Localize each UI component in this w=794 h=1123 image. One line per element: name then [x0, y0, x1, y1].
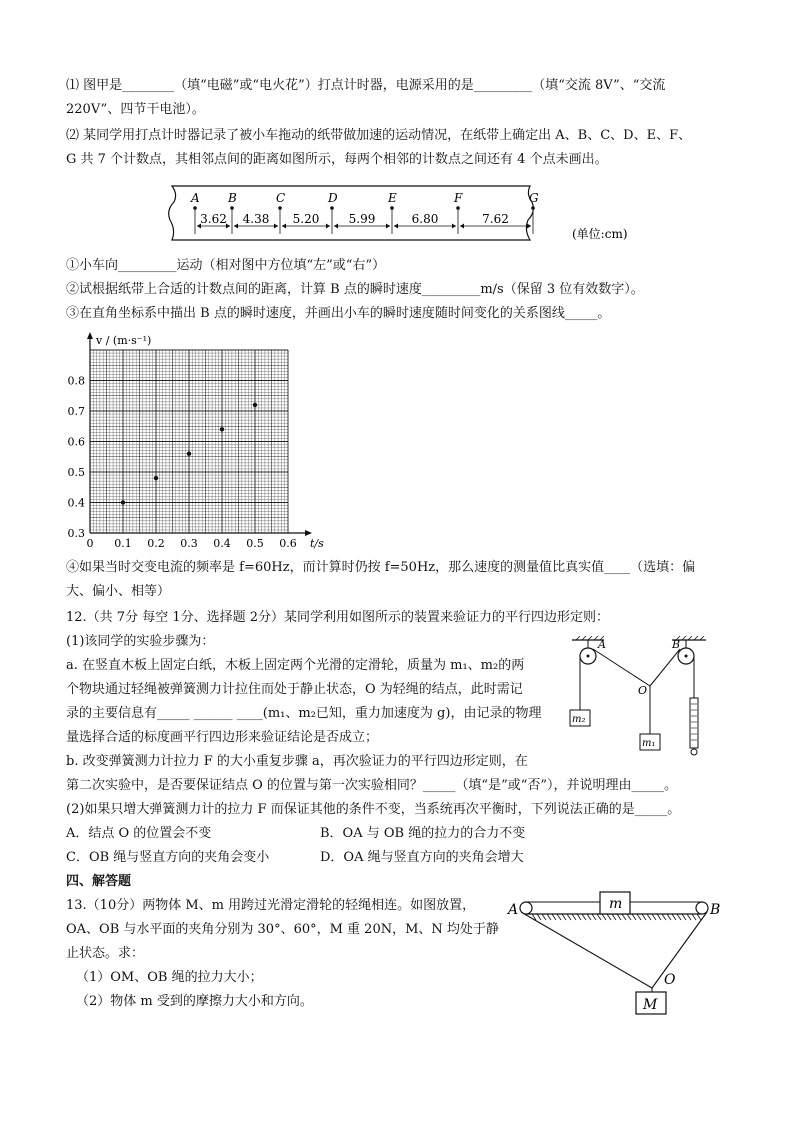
- q12-option-a: A．结点 O 的位置会不变: [66, 826, 212, 841]
- q13-line3: 止状态。求：: [66, 946, 145, 961]
- q12-sub1: (1)该同学的实验步骤为：: [66, 634, 215, 649]
- hatch-mark: [572, 914, 576, 920]
- section-4-heading: 四、解答题: [66, 874, 132, 889]
- hatch-mark: [587, 914, 591, 920]
- tape-point-label: B: [228, 191, 237, 205]
- x-axis-label: t/s: [310, 537, 324, 550]
- hatch-mark: [542, 914, 546, 920]
- data-point: [187, 452, 191, 456]
- hatch-mark: [592, 914, 596, 920]
- tape-arrow: [394, 224, 398, 229]
- velocity-time-chart: [60, 330, 330, 555]
- y-tick-label: 0.7: [67, 405, 85, 418]
- mass-m1-label: m₁: [642, 738, 656, 749]
- y-axis-label: v / (m·s⁻¹): [96, 334, 152, 347]
- tape-point-label: A: [191, 191, 200, 205]
- y-tick-label: 0.6: [67, 435, 85, 449]
- label-b: B: [710, 902, 721, 918]
- tape-point-label: E: [388, 191, 397, 205]
- paper-tape-diagram: [160, 182, 640, 248]
- q11-step4: ④如果当时交变电流的频率是 f=60Hz，而计算时仍按 f=50Hz，那么速度的测量值比真实值____（选填：偏: [66, 560, 696, 575]
- triangle-pulley-figure: [506, 886, 732, 1018]
- tape-distance-label: 6.80: [411, 212, 439, 226]
- tape-arrow: [282, 224, 286, 229]
- hatch-mark: [637, 914, 641, 920]
- x-tick-label: 0.5: [246, 537, 264, 550]
- q11-part1-cont: 220V”、四节干电池）。: [66, 102, 205, 117]
- q11-part2-cont: G 共 7 个计数点，其相邻点间的距离如图所示，每两个相邻的计数点之间还有 4 个点未画出。: [66, 152, 608, 167]
- tape-point-label: D: [328, 191, 338, 205]
- x-tick-label: 0: [86, 537, 94, 550]
- q12-option-b: B．OA 与 OB 绳的拉力的合力不变: [320, 826, 526, 841]
- tape-points: [190, 191, 539, 210]
- hatch-mark: [627, 914, 631, 920]
- data-point: [253, 403, 257, 407]
- q11-part1: ⑴ 图甲是________（填“电磁”或“电火花”）打点计时器，电源采用的是_________（填“交流 8V”、“交流: [66, 78, 666, 93]
- label-o: O: [664, 972, 676, 988]
- tape-arrow: [527, 224, 531, 229]
- x-tick-label: 0.4: [213, 537, 231, 550]
- tape-unit: (单位:cm): [572, 227, 628, 241]
- x-tick-label: 0.3: [180, 537, 198, 550]
- hatch-mark: [622, 914, 626, 920]
- q12-step-a3: 录的主要信息有_____ ______ ____(m₁、m₂已知，重力加速度为 g)，由记录的物理: [66, 706, 542, 721]
- tape-distance-label: 5.20: [292, 212, 320, 226]
- hatch-mark: [632, 914, 636, 920]
- tape-point-label: C: [276, 191, 286, 205]
- q12-step-a4: 量选择合适的标度画平行四边形来验证结论是否成立；: [66, 730, 379, 745]
- mass-m2-label: m₂: [572, 714, 586, 725]
- tape-distance-label: 5.99: [348, 212, 376, 226]
- hatch-mark: [612, 914, 616, 920]
- hatch-mark: [562, 914, 566, 920]
- hatch-mark: [672, 914, 676, 920]
- q12-step-a2: 个物块通过轻绳被弹簧测力计拉住而处于静止状态，O 为轻绳的结点，此时需记: [66, 682, 523, 697]
- x-tick-label: 0.6: [279, 537, 297, 550]
- tape-arrow: [234, 224, 238, 229]
- hatch-mark: [537, 914, 541, 920]
- data-point: [121, 500, 125, 504]
- hatch-mark: [602, 914, 606, 920]
- q11-step3: ③在直角坐标系中描出 B 点的瞬时速度，并画出小车的瞬时速度随时间变化的关系图线_____。: [66, 306, 611, 321]
- hatch-mark: [662, 914, 666, 920]
- block-big-m-label: M: [643, 997, 658, 1013]
- hatch-mark: [692, 914, 696, 920]
- q11-step4-cont: 大、偏小、相等）: [66, 584, 171, 599]
- label-a: A: [508, 902, 519, 918]
- hatch-mark: [677, 914, 681, 920]
- tape-distance-label: 7.62: [482, 212, 509, 226]
- tape-point-label: G: [529, 191, 539, 205]
- hatch-mark: [567, 914, 571, 920]
- table-hatch: [532, 914, 701, 920]
- y-tick-label: 0.3: [67, 527, 85, 540]
- q13-line5: （2）物体 m 受到的摩擦力大小和方向。: [76, 994, 313, 1009]
- y-axis-arrow: [87, 332, 93, 339]
- x-axis-arrow: [305, 530, 312, 536]
- x-tick-label: 0.1: [114, 537, 132, 550]
- data-point: [154, 476, 158, 480]
- q13-line4: （1）OM、OB 绳的拉力大小；: [76, 970, 263, 985]
- y-tick-label: 0.8: [67, 374, 85, 388]
- q11-part2: ⑵ 某同学用打点计时器记录了被小车拖动的纸带做加速的运动情况，在纸带上确定出 A、B、C、D、E、F、: [66, 128, 692, 143]
- hatch-mark: [642, 914, 646, 920]
- y-tick-label: 0.4: [67, 496, 85, 510]
- tape-arrow: [274, 224, 278, 229]
- tape-distance-label: 4.38: [242, 212, 270, 226]
- hatch-mark: [597, 914, 601, 920]
- q12-step-b2: 第二次实验中，是否要保证结点 O 的位置与第一次实验相同？_____（填“是”或“否”），并说明理由_____。: [66, 778, 678, 793]
- hatch-mark: [547, 914, 551, 920]
- tape-distance-label: 3.62: [200, 212, 227, 226]
- hatch-mark: [557, 914, 561, 920]
- label-a: A: [598, 638, 606, 651]
- q13-line2: OA、OB 与水平面的夹角分别为 30°、60°，M 重 20N，M、N 均处于静: [66, 922, 499, 937]
- q11-step1: ①小车向_________运动（相对图中方位填“左”或“右”）: [66, 258, 386, 273]
- y-tick-label: 0.5: [67, 466, 85, 479]
- hatch-mark: [582, 914, 586, 920]
- data-point: [220, 427, 224, 431]
- force-apparatus-figure: [566, 636, 726, 760]
- q11-step2: ②试根据纸带上合适的计数点间的距离，计算 B 点的瞬时速度_________m/s（保留 3 位有效数字）。: [66, 282, 644, 297]
- q12-sub2: (2)如果只增大弹簧测力计的拉力 F 而保证其他的条件不变，当系统再次平衡时，下列说法正确的是_____。: [66, 802, 681, 817]
- label-b: B: [672, 638, 681, 651]
- hatch-mark: [682, 914, 686, 920]
- label-o: O: [638, 684, 648, 697]
- q12-heading: 12.（共 7分 每空 1分、选择题 2分）某同学利用如图所示的装置来验证力的平行四边形定则：: [66, 610, 610, 625]
- tape-arrow: [326, 224, 330, 229]
- hatch-mark: [667, 914, 671, 920]
- hatch-mark: [577, 914, 581, 920]
- hatch-mark: [687, 914, 691, 920]
- spring-scale: [690, 698, 698, 748]
- q13-line1: 13.（10分）两物体 M、m 用跨过光滑定滑轮的轻绳相连。如图放置，: [66, 898, 476, 913]
- tape-arrow: [460, 224, 464, 229]
- q12-option-c: C．OB 绳与竖直方向的夹角会变小: [66, 850, 270, 865]
- hatch-mark: [647, 914, 651, 920]
- tape-arrow: [386, 224, 390, 229]
- x-tick-label: 0.2: [147, 537, 165, 550]
- block-m-label: m: [609, 896, 623, 912]
- hatch-mark: [657, 914, 661, 920]
- hatch-mark: [617, 914, 621, 920]
- tape-arrow: [334, 224, 338, 229]
- q12-step-a1: a. 在竖直木板上固定白纸，木板上固定两个光滑的定滑轮，质量为 m₁、m₂的两: [66, 658, 525, 673]
- q12-option-d: D．OA 绳与竖直方向的夹角会增大: [320, 850, 524, 865]
- tape-arrow: [452, 224, 456, 229]
- hatch-mark: [697, 914, 701, 920]
- hatch-mark: [607, 914, 611, 920]
- tape-point-label: F: [454, 191, 463, 205]
- hatch-mark: [652, 914, 656, 920]
- q12-step-b1: b. 改变弹簧测力计拉力 F 的大小重复步骤 a，再次验证力的平行四边形定则，在: [66, 754, 528, 769]
- hatch-mark: [552, 914, 556, 920]
